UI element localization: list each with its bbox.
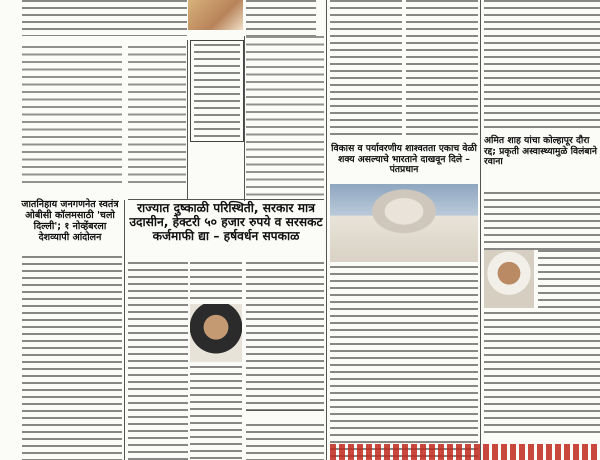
amit-shah-photo <box>484 250 534 308</box>
main-article-col-c <box>190 366 242 460</box>
politician-photo <box>190 304 242 362</box>
far-right-upper <box>484 0 600 130</box>
top-mid-text <box>246 0 316 36</box>
main-article-col-b <box>190 262 242 300</box>
column-three <box>246 36 324 196</box>
shah-article-text-c <box>484 312 600 438</box>
pm-headline: विकास व पर्यावरणीय शाश्वतता एकाच वेळी शक्य असल्याचे भारताने दाखवून दिले – पंतप्रधान <box>331 143 477 176</box>
shah-article-text-b <box>538 250 600 308</box>
shah-article-text <box>484 192 600 252</box>
bottom-banner <box>330 444 600 460</box>
main-headline: राज्यात दुष्काळी परिस्थिती, सरकार मात्र उदासीन, हेक्टरी ५० हजार रुपये व सरसकट कर्जमाफी द्या – हर्षवर्धन सपकाळ <box>129 201 323 244</box>
right-upper-col-a <box>330 0 402 140</box>
main-article-col-d <box>246 262 324 412</box>
obc-headline: जातनिहाय जनगणनेत स्वतंत्र ओबीसी कॉलमसाठी 'चलो दिल्ली'; १ नोव्हेंबरला देशव्यापी आंदोलन <box>21 199 119 243</box>
pm-article-text <box>330 266 478 460</box>
right-upper-col-b <box>406 0 478 140</box>
shah-headline: अमित शाह यांचा कोल्हापूर दौरा रद्द; प्रकृती अस्वास्थ्यामुळे विलंबाने रवाना <box>484 135 598 168</box>
obc-article-text <box>22 256 122 460</box>
left-column-upper <box>22 46 122 186</box>
left-column-upper-b <box>128 46 186 186</box>
top-left-text <box>22 0 187 36</box>
main-article-col-a <box>128 262 188 460</box>
portrait-photo <box>188 0 243 30</box>
main-article-col-e <box>246 424 324 460</box>
pm-modi-photo <box>330 184 478 262</box>
boxed-article <box>190 40 244 142</box>
